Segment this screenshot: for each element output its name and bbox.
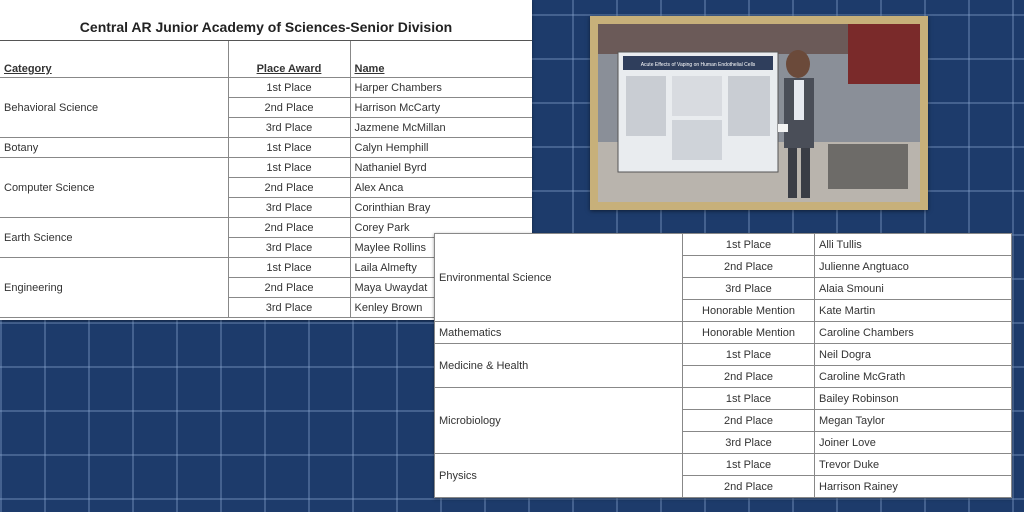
name-cell: Trevor Duke	[815, 454, 1012, 476]
student-photo-frame	[590, 16, 928, 210]
name-cell: Nathaniel Byrd	[350, 158, 532, 178]
place-cell: 1st Place	[683, 234, 815, 256]
category-cell: Earth Science	[0, 218, 228, 258]
name-cell: Megan Taylor	[815, 410, 1012, 432]
student-photo	[598, 24, 920, 202]
table-header-row	[0, 41, 532, 78]
name-cell: Maya Uwaydat	[350, 278, 532, 298]
name-cell: Caroline McGrath	[815, 366, 1012, 388]
table-row	[435, 234, 1012, 256]
table-row	[435, 388, 1012, 410]
place-cell: 3rd Place	[228, 238, 350, 258]
place-cell: 1st Place	[228, 138, 350, 158]
place-cell: 1st Place	[683, 454, 815, 476]
category-cell: Engineering	[0, 258, 228, 318]
name-cell: Harrison McCarty	[350, 98, 532, 118]
place-cell: 1st Place	[228, 158, 350, 178]
name-cell: Kate Martin	[815, 300, 1012, 322]
name-header: Name	[350, 41, 532, 78]
category-cell: Medicine & Health	[435, 344, 683, 388]
category-header: Category	[0, 41, 228, 78]
place-cell: 1st Place	[683, 388, 815, 410]
place-cell: 2nd Place	[683, 256, 815, 278]
name-cell: Joiner Love	[815, 432, 1012, 454]
place-cell: 3rd Place	[228, 118, 350, 138]
category-cell: Microbiology	[435, 388, 683, 454]
category-cell: Computer Science	[0, 158, 228, 218]
place-cell: 2nd Place	[683, 410, 815, 432]
name-cell: Calyn Hemphill	[350, 138, 532, 158]
category-cell: Mathematics	[435, 322, 683, 344]
name-cell: Maylee Rollins	[350, 238, 532, 258]
awards-table-card-right	[434, 233, 1012, 498]
category-cell: Environmental Science	[435, 234, 683, 322]
place-cell: 2nd Place	[683, 476, 815, 498]
place-award-header: Place Award	[228, 41, 350, 78]
name-cell: Alli Tullis	[815, 234, 1012, 256]
category-cell: Behavioral Science	[0, 78, 228, 138]
category-cell: Botany	[0, 138, 228, 158]
table-row	[435, 344, 1012, 366]
place-cell: 2nd Place	[228, 218, 350, 238]
place-cell: 3rd Place	[683, 432, 815, 454]
place-cell: 2nd Place	[228, 98, 350, 118]
name-cell: Alaia Smouni	[815, 278, 1012, 300]
name-cell: Harper Chambers	[350, 78, 532, 98]
awards-table-right	[434, 233, 1012, 498]
table-row	[435, 322, 1012, 344]
place-cell: 2nd Place	[683, 366, 815, 388]
place-cell: Honorable Mention	[683, 322, 815, 344]
place-cell: 1st Place	[228, 78, 350, 98]
place-cell: 3rd Place	[683, 278, 815, 300]
name-cell: Harrison Rainey	[815, 476, 1012, 498]
place-cell: 2nd Place	[228, 178, 350, 198]
table-row	[0, 138, 532, 158]
place-cell: 3rd Place	[228, 198, 350, 218]
name-cell: Alex Anca	[350, 178, 532, 198]
name-cell: Neil Dogra	[815, 344, 1012, 366]
name-cell: Laila Almefty	[350, 258, 532, 278]
place-cell: 1st Place	[683, 344, 815, 366]
place-cell: Honorable Mention	[683, 300, 815, 322]
table-row	[0, 78, 532, 98]
poster-title: Acute Effects of Vaping on Human Endothelial Cells	[640, 62, 756, 68]
name-cell: Caroline Chambers	[815, 322, 1012, 344]
name-cell: Corinthian Bray	[350, 198, 532, 218]
place-cell: 2nd Place	[228, 278, 350, 298]
place-cell: 1st Place	[228, 258, 350, 278]
table-row	[0, 158, 532, 178]
name-cell: Bailey Robinson	[815, 388, 1012, 410]
name-cell: Corey Park	[350, 218, 532, 238]
category-cell: Physics	[435, 454, 683, 498]
name-cell: Kenley Brown	[350, 298, 532, 318]
name-cell: Jazmene McMillan	[350, 118, 532, 138]
place-cell: 3rd Place	[228, 298, 350, 318]
table-row	[435, 454, 1012, 476]
name-cell: Julienne Angtuaco	[815, 256, 1012, 278]
document-title: Central AR Junior Academy of Sciences-Senior Division	[0, 0, 532, 41]
